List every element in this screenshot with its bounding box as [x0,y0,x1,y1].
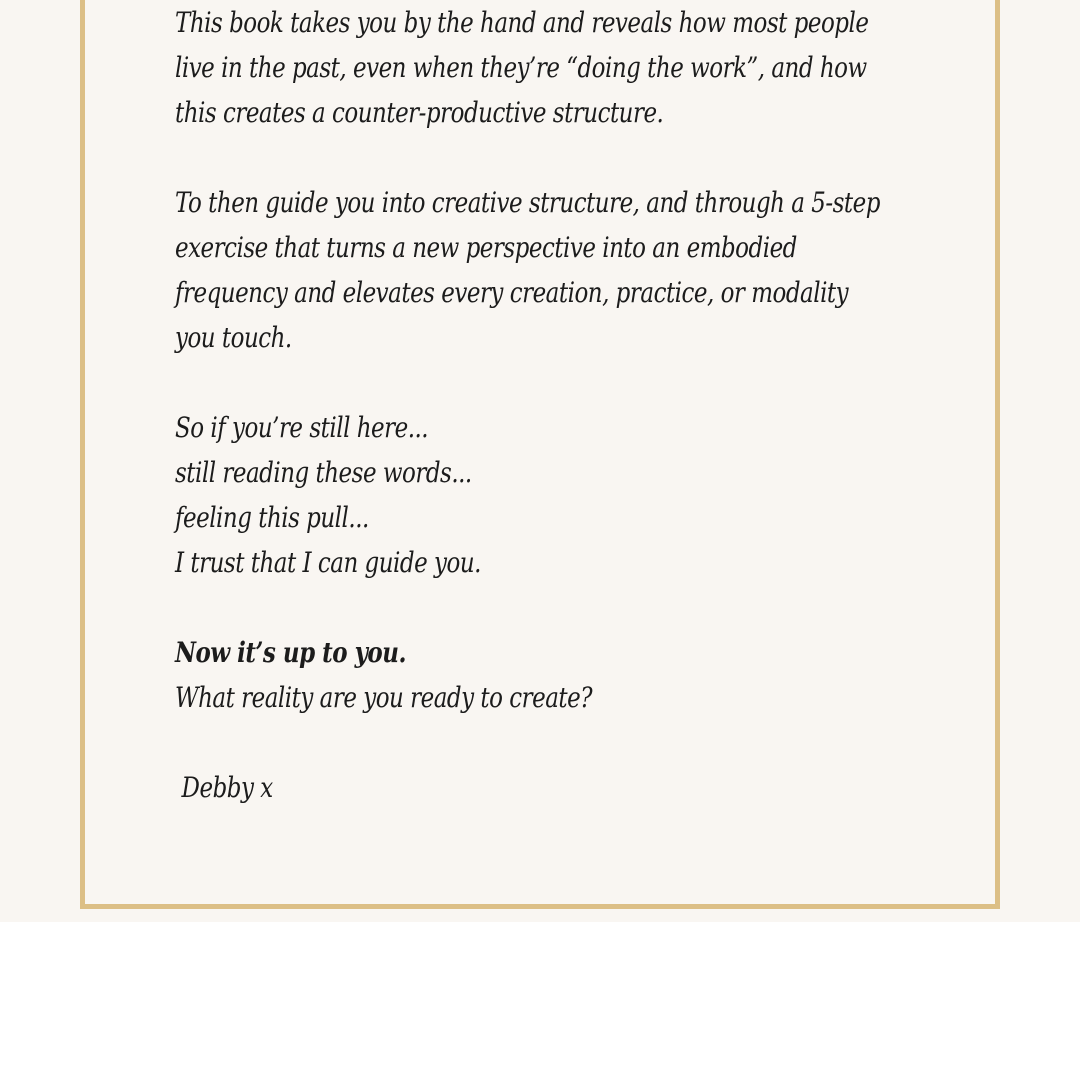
paragraph-3-line-3: feeling this pull... [175,501,369,534]
closing-question-line: What reality are you ready to create? [175,681,593,714]
paragraph-3-line-4: I trust that I can guide you. [175,546,481,579]
paragraph-gap [175,585,798,630]
paragraph-3-line-2: still reading these words... [175,456,472,489]
paragraph-2-line-2: exercise that turns a new perspective into an embodied [175,231,797,264]
paragraph-2-line-1: To then guide you into creative structure, and through a 5-step [175,186,880,219]
letter-text [175,0,880,810]
paragraph-3-line-1: So if you’re still here... [175,411,429,444]
paragraph-1-line-3: this creates a counter-productive structure. [175,96,664,129]
paragraph-1-line-1: This book takes you by the hand and reveals how most people [175,6,869,39]
paragraph-gap [175,135,798,180]
paragraph-gap [175,360,798,405]
paragraph-gap [175,720,798,765]
paragraph-2-line-3: frequency and elevates every creation, practice, or modality [175,276,849,309]
closing-bold-line: Now it’s up to you. [175,636,406,669]
paragraph-1-line-2: live in the past, even when they’re “doing the work”, and how [175,51,867,84]
paragraph-2-line-4: you touch. [175,321,292,354]
signature: Debby x [181,771,273,804]
